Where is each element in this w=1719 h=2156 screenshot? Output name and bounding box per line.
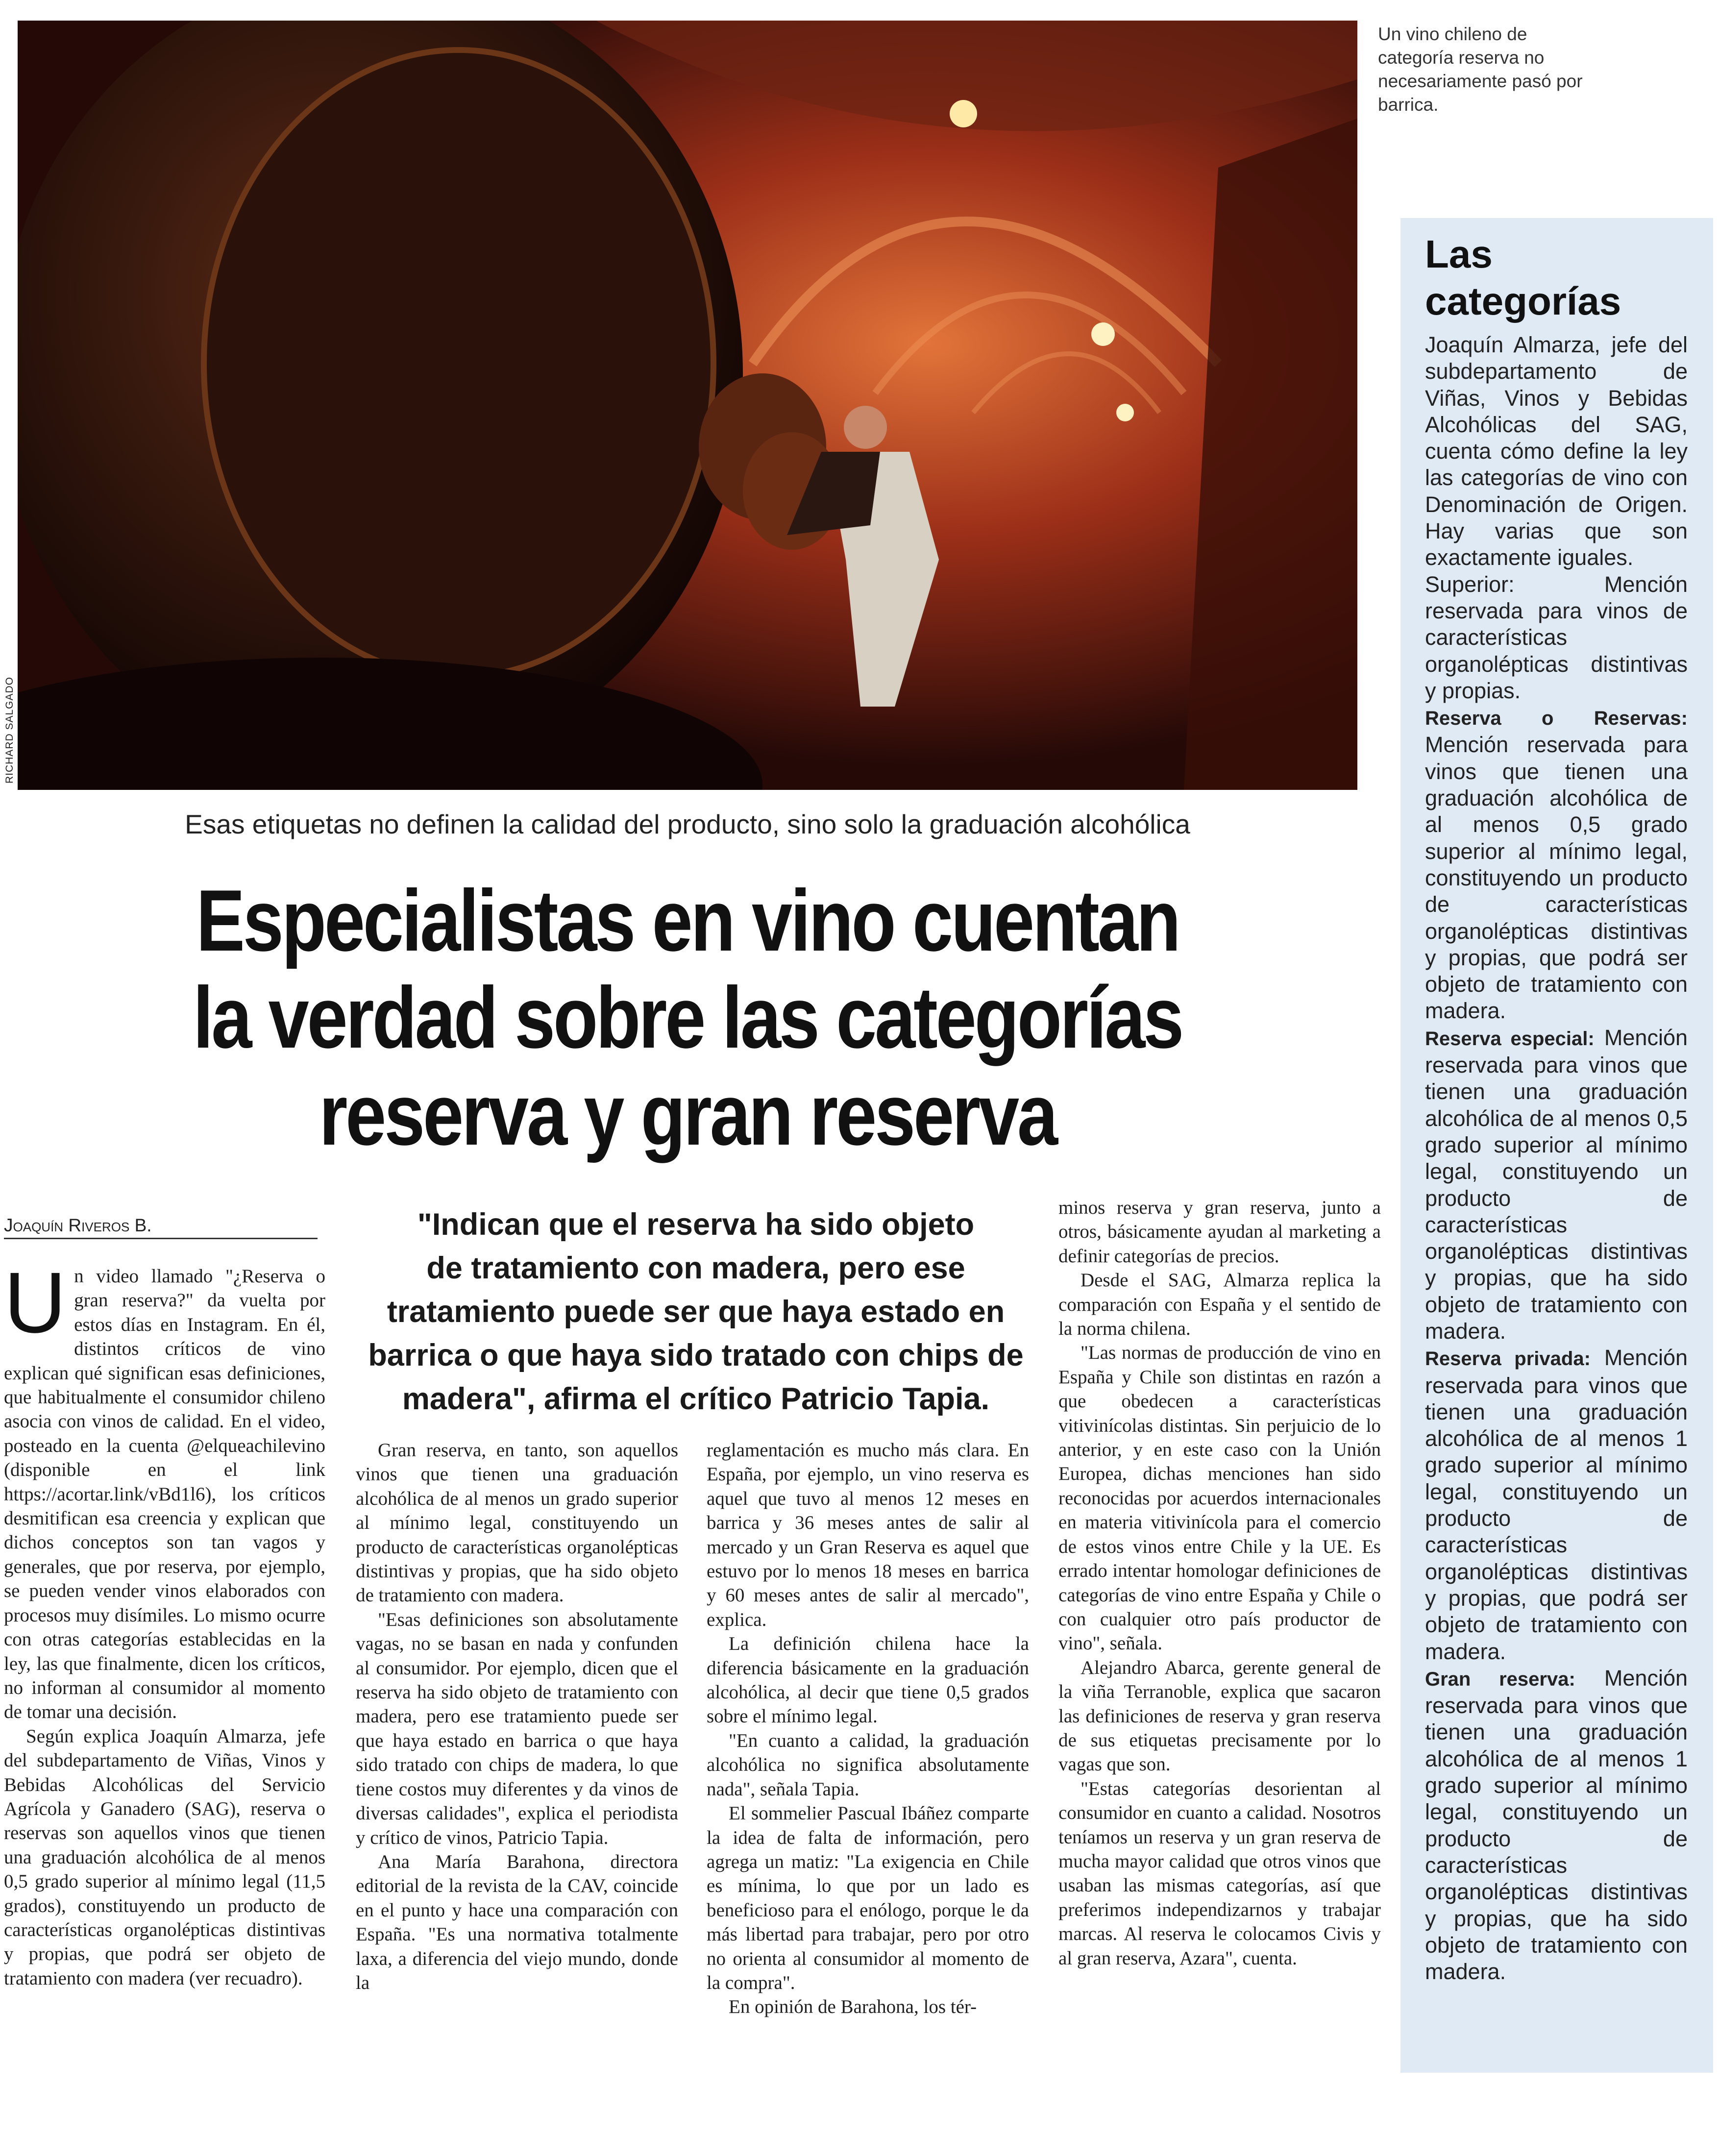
byline: Joaquín Riveros B. [4,1215,318,1239]
sidebar-intro: Joaquín Almarza, jefe del subdepartamento de Viñas, Vinos y Bebidas Alcohólicas del SAG, cuenta cómo define la ley las categorías de vino con Denominación de Origen. Hay varias que son exactamente iguales. [1425,332,1688,570]
article-column-1 [4,1255,325,1990]
sidebar-definition: Mención reservada para vinos que tienen una graduación alcohólica de al menos 1 grado superior al mínimo legal, constituyendo un producto de características organolépticas distintivas y propias, que podrá ser objeto de tratamiento con madera. [1425,1345,1688,1664]
categories-sidebar [1400,218,1713,2073]
sidebar-title: Las categorías [1425,232,1621,323]
paragraph: minos reserva y gran reserva, junto a otros, básicamente ayudan al marketing a definir categorías de precios. [1058,1197,1381,1267]
pull-quote [343,1203,1049,1421]
sidebar-definition: Mención reservada para vinos que tienen una graduación alcohólica de al menos 1 grado superior al mínimo legal, constituyendo un producto de características organolépticas distintivas y propias, que ha sido objeto de tratamiento con madera. [1425,1665,1688,1984]
sidebar-definition: Mención reservada para vinos que tienen una graduación alcohólica de al menos 0,5 grado superior al mínimo legal, constituyendo un producto de características organolépticas distintivas y propias, que podrá ser objeto de tratamiento con madera. [1425,732,1688,1024]
paragraph-text: n video llamado "¿Reserva o gran reserva?" da vuelta por estos días en Instagram. En él, distintos críticos de vino explican qué significan esas definiciones, que habitualmente el consumidor chileno asocia con vinos de calidad. En el video, posteado en la cuenta @elqueachilevino (disponible en el link https://acortar.link/vBd1l6), los críticos desmitifican esa creencia y explican que dichos conceptos son tan vagos y generales, que por reserva, por ejemplo, se pueden vender vinos elaborados con procesos muy disímiles. Lo mismo ocurre con otras categorías establecidas en la ley, las que finalmente, dicen los críticos, no informan al consumidor al momento de tomar una decisión. [4,1266,325,1723]
pull-quote-line: "Indican que el reserva ha sido objeto [417,1207,975,1242]
pull-quote-line: madera", afirma el crítico Patricio Tapia. [402,1382,990,1416]
sidebar-item [1425,1025,1688,1345]
photo-caption: Un vino chileno de categoría reserva no necesariamente pasó por barrica. [1378,24,1583,115]
paragraph: Alejandro Abarca, gerente general de la viña Terranoble, explica que sacaron las definiciones de reserva y gran reserva de sus etiquetas precisamente por lo vagas que son. [1058,1657,1381,1775]
paragraph: El sommelier Pascual Ibáñez comparte la idea de falta de información, pero agrega un matiz: "La exigencia en Chile es mínima, lo que por un lado es beneficioso para el enólogo, porque le da más libertad para trabajar, pero por otro no orienta al consumidor al momento de la compra". [707,1803,1029,1993]
dropcap: U [4,1255,67,1351]
sidebar-definition: Mención reservada para vinos que tienen una graduación alcohólica de al menos 0,5 grado superior al mínimo legal, constituyendo un producto de características organolépticas distintivas y propias, que ha sido objeto de tratamiento con madera. [1425,1025,1688,1344]
pull-quote-line: tratamiento puede ser que haya estado en [387,1295,1005,1329]
paragraph: "Estas categorías desorientan al consumidor en cuanto a calidad. Nosotros teníamos un reserva y un gran reserva de mucha mayor calidad que otros vinos que usaban las mismas categorías, así que preferimos independizarnos y trabajar marcas. Al reserva le colocamos Civis y al gran reserva, Azara", cuenta. [1058,1778,1381,1969]
pull-quote-line: barrica o que haya sido tratado con chips de [368,1338,1024,1372]
sidebar-term: Reserva especial: [1425,1028,1595,1050]
kicker: Esas etiquetas no definen la calidad del producto, sino solo la graduación alcohólica [185,809,1190,839]
paragraph: La definición chilena hace la diferencia básicamente en la graduación alcohólica, al decir que tiene 0,5 grados sobre el mínimo legal. [707,1633,1029,1727]
photo-credit [0,666,20,794]
article-column-3 [707,1438,1029,2019]
article-column-4 [1058,1196,1381,1970]
sidebar-body [1425,332,1688,1985]
paragraph: "En cuanto a calidad, la graduación alcohólica no significa absolutamente nada", señala Tapia. [707,1730,1029,1800]
headline-line: Especialistas en vino cuentan [196,872,1179,969]
paragraph: "Las normas de producción de vino en España y Chile son distintas en razón a que obedecen a características vitivinícolas distintas. Sin perjuicio de lo anterior, y en este caso con la Unión Europea, dichas menciones han sido reconocidas por acuerdos internacionales en materia vitivinícola para el comercio de estos vinos entre Chile y la UE. Es errado intentar homologar definiciones de categorías de vino entre España y Chile o con cualquier otro país productor de vino", señala. [1058,1342,1381,1654]
sidebar-term: Reserva privada: [1425,1348,1591,1370]
article-column-2 [356,1438,678,1995]
paragraph: Ana María Barahona, directora editorial de la revista de la CAV, coincide en el punto y hace una comparación con España. "Es una normativa totalmente laxa, a diferencia del viejo mundo, donde la [356,1851,678,1993]
paragraph: reglamentación es mucho más clara. En España, por ejemplo, un vino reserva es aquel que tuvo al menos 12 meses en barrica y 36 meses antes de salir al mercado y un Gran Reserva es aquel que estuvo por lo menos 18 meses en barrica y 60 meses antes de salir al mercado", explica. [707,1440,1029,1630]
sidebar-item [1425,1665,1688,1985]
sidebar-item [1425,1345,1688,1665]
paragraph: Gran reserva, en tanto, son aquellos vinos que tienen una graduación alcohólica de al menos un grado superior al mínimo legal, constituyendo un producto de características organolépticas distintivas y propias, que ha sido objeto de tratamiento con madera. [356,1440,678,1606]
sidebar-term: Reserva o Reservas: [1425,708,1688,730]
sidebar-term: Gran reserva: [1425,1668,1575,1690]
wine-cellar-photo [18,21,1357,790]
paragraph [4,1255,325,1724]
paragraph: Desde el SAG, Almarza replica la comparación con España y el sentido de la norma chilena. [1058,1270,1381,1340]
paragraph: Según explica Joaquín Almarza, jefe del subdepartamento de Viñas, Vinos y Bebidas Alcohólicas del Servicio Agrícola y Ganadero (SAG), reserva o reservas son aquellos vinos que tienen una graduación alcohólica de al menos 0,5 grado superior al mínimo legal (11,5 grados), constituyendo un producto de características organolépticas distintivas y propias, que podrá ser objeto de tratamiento con madera (ver recuadro). [4,1725,325,1989]
paragraph: En opinión de Barahona, los tér- [729,1996,977,2018]
paragraph: "Esas definiciones son absolutamente vagas, no se basan en nada y confunden al consumidor. Por ejemplo, dicen que el reserva ha sido objeto de tratamiento con madera, pero ese tratamiento puede ser que haya estado en barrica o que haya sido tratado con chips de madera, lo que tiene costos muy diferentes y da vinos de diversas calidades", explica el periodista y crítico de vinos, Patricio Tapia. [356,1609,678,1848]
sidebar-item [1425,704,1688,1025]
photo-credit-text: RICHARD SALGADO [4,676,15,784]
pull-quote-line: de tratamiento con madera, pero ese [426,1251,965,1285]
headline-line: la verdad sobre las categorías [193,969,1182,1066]
headline [125,872,1251,1163]
headline-line: reserva y gran reserva [319,1066,1056,1163]
sidebar-superior: Superior: Mención reservada para vinos de características organolépticas distintivas y propias. [1425,571,1688,703]
